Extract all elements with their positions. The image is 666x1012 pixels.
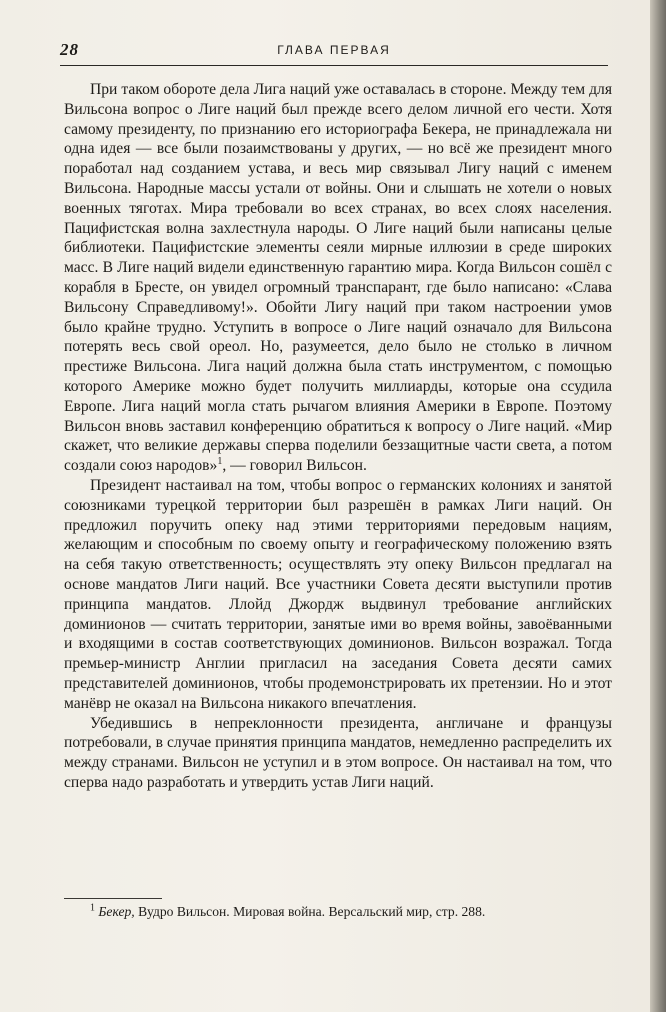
paragraph-1-tail: , — говорил Вильсон. — [222, 457, 367, 475]
header-rule — [60, 65, 608, 66]
body-text — [64, 80, 612, 793]
book-spine-edge — [650, 0, 666, 1012]
chapter-title: ГЛАВА ПЕРВАЯ — [277, 43, 391, 57]
page-number: 28 — [60, 40, 79, 59]
paragraph-1-text: При таком обороте дела Лига наций уже оставалась в стороне. Между тем для Вильсона вопрос о Лиге наций был прежде всего делом личной его чести. Хотя самому президенту, по признанию его историографа Бекера, не принадлежала ни одна идея — все были позаимствованы у других, — но всё же президент много поработал над созданием устава, и весь мир связывал Лигу наций с именем Вильсона. Народные массы устали от войны. Они и слышать не хотели о новых военных тяготах. Мира требовали во всех странах, во всех слоях населения. Пацифистская волна захлестнула народы. О Лиге наций были написаны целые библиотеки. Пацифистские элементы сеяли мирные иллюзии в среде широких масс. В Лиге наций видели единственную гарантию мира. Когда Вильсон сошёл с корабля в Бресте, он увидел огромный транспарант, где было написано: «Слава Вильсону Справедливому!». Обойти Лигу наций при таком настроении умов было крайне трудно. Уступить в вопросе о Лиге наций означало для Вильсона потерять весь свой ореол. Но, разумеется, дело было не столько в личном престиже Вильсона. Лига наций должна была стать инструментом, с помощью которого Америке можно будет получить миллиарды, которые она ссудила Европе. Лига наций могла стать рычагом влияния Америки в Европе. Поэтому Вильсон вновь заставил конференцию обратиться к вопросу о Лиге наций. «Мир скажет, что великие державы сперва поделили беззащитные части света, а потом создали союз народов» — [64, 81, 612, 475]
page-header — [60, 40, 608, 62]
footnote-marker: 1 — [90, 902, 95, 914]
paragraph-2: Президент настаивал на том, чтобы вопрос о германских колониях и занятой союзниками турецкой территории был разрешён в рамках Лиги наций. Он предложил поручить опеку над этими территориями передовым нациям, желающим и способным по своему опыту и географическому положению взять на себя такую ответственность; осуществлять эту опеку Вильсон предлагал на основе мандатов Лиги наций. Все участники Совета десяти выступили против принципа мандатов. Ллойд Джордж выдвинул требование английских доминионов — считать территории, занятые ими во время войны, завоёванными и входящими в состав соответствующих доминионов. Вильсон возражал. Тогда премьер-министр Англии пригласил на заседания Совета десяти самих представителей доминионов, чтобы продемонстрировать их претензии. Но и этот манёвр не оказал на Вильсона никакого впечатления. — [64, 476, 612, 712]
footnote-author: Бекер, — [98, 904, 135, 919]
paragraph-3: Убедившись в непреклонности президента, англичане и французы потребовали, в случае принятия принципа мандатов, немедленно распределить их между странами. Вильсон не уступил и в этом вопросе. Он настаивал на том, что сперва надо разработать и утвердить устав Лиги наций. — [64, 714, 612, 791]
footnote — [64, 903, 612, 921]
paragraph-1 — [64, 80, 612, 476]
footnote-reference: 1 — [217, 455, 223, 467]
footnote-text: Вудро Вильсон. Мировая война. Версальский мир, стр. 288. — [134, 904, 486, 919]
footnote-rule — [64, 898, 162, 899]
